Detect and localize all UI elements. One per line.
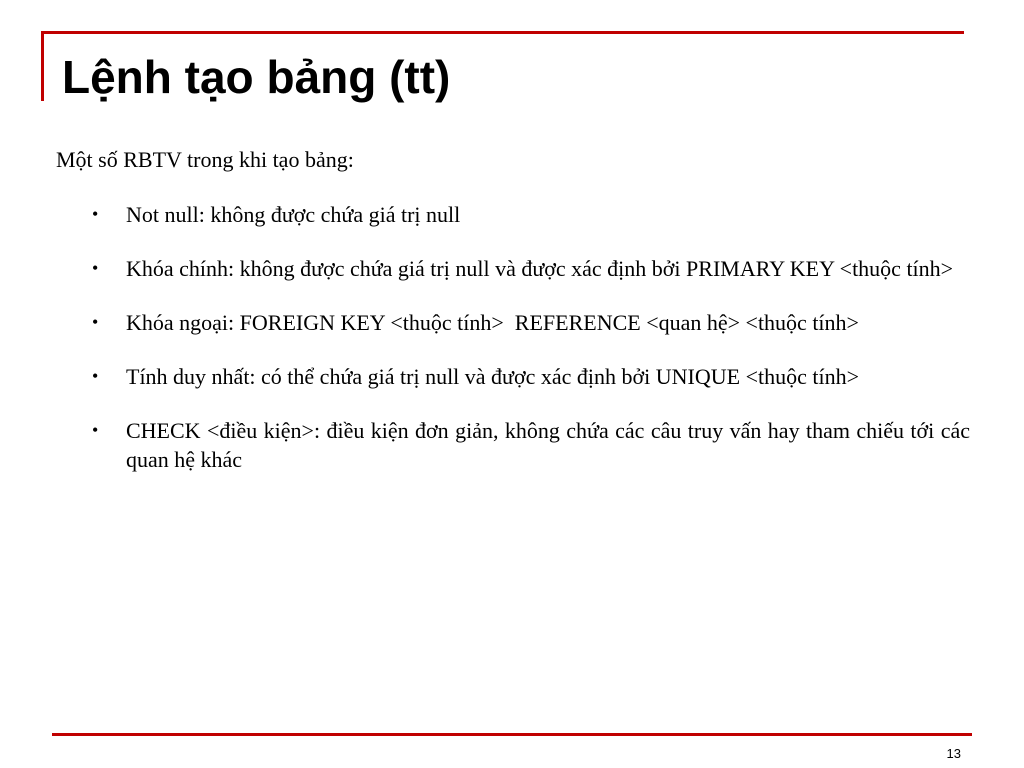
title-top-rule (41, 31, 964, 34)
slide-body (56, 146, 970, 499)
slide-title: Lệnh tạo bảng (tt) (62, 51, 451, 103)
list-item-text: Khóa chính: không được chứa giá trị null và được xác định bởi PRIMARY KEY <thuộc tính> (126, 256, 954, 281)
footer-rule (52, 733, 972, 736)
intro-text: Một số RBTV trong khi tạo bảng: (56, 147, 354, 172)
title-left-rule (41, 31, 44, 101)
bullet-dot-icon: • (92, 420, 99, 440)
list-item-not-null (56, 200, 970, 229)
page-number: 13 (946, 746, 961, 761)
bullet-dot-icon: • (92, 366, 99, 386)
list-item-text: Not null: không được chứa giá trị null (126, 202, 461, 227)
list-item-foreign-key (56, 308, 970, 337)
list-item-unique (56, 362, 970, 391)
list-item-text: Tính duy nhất: có thể chứa giá trị null và được xác định bởi UNIQUE <thuộc tính> (126, 364, 859, 389)
list-item-text: CHECK <điều kiện>: điều kiện đơn giản, không chứa các câu truy vấn hay tham chiếu tới các quan hệ khác (126, 418, 970, 472)
list-item-text: Khóa ngoại: FOREIGN KEY <thuộc tính> REFERENCE <quan hệ> <thuộc tính> (126, 310, 859, 335)
bullet-dot-icon: • (92, 258, 99, 278)
list-item-check (56, 416, 970, 474)
bullet-dot-icon: • (92, 204, 99, 224)
constraint-list (56, 200, 970, 474)
bullet-dot-icon: • (92, 312, 99, 332)
list-item-primary-key (56, 254, 970, 283)
